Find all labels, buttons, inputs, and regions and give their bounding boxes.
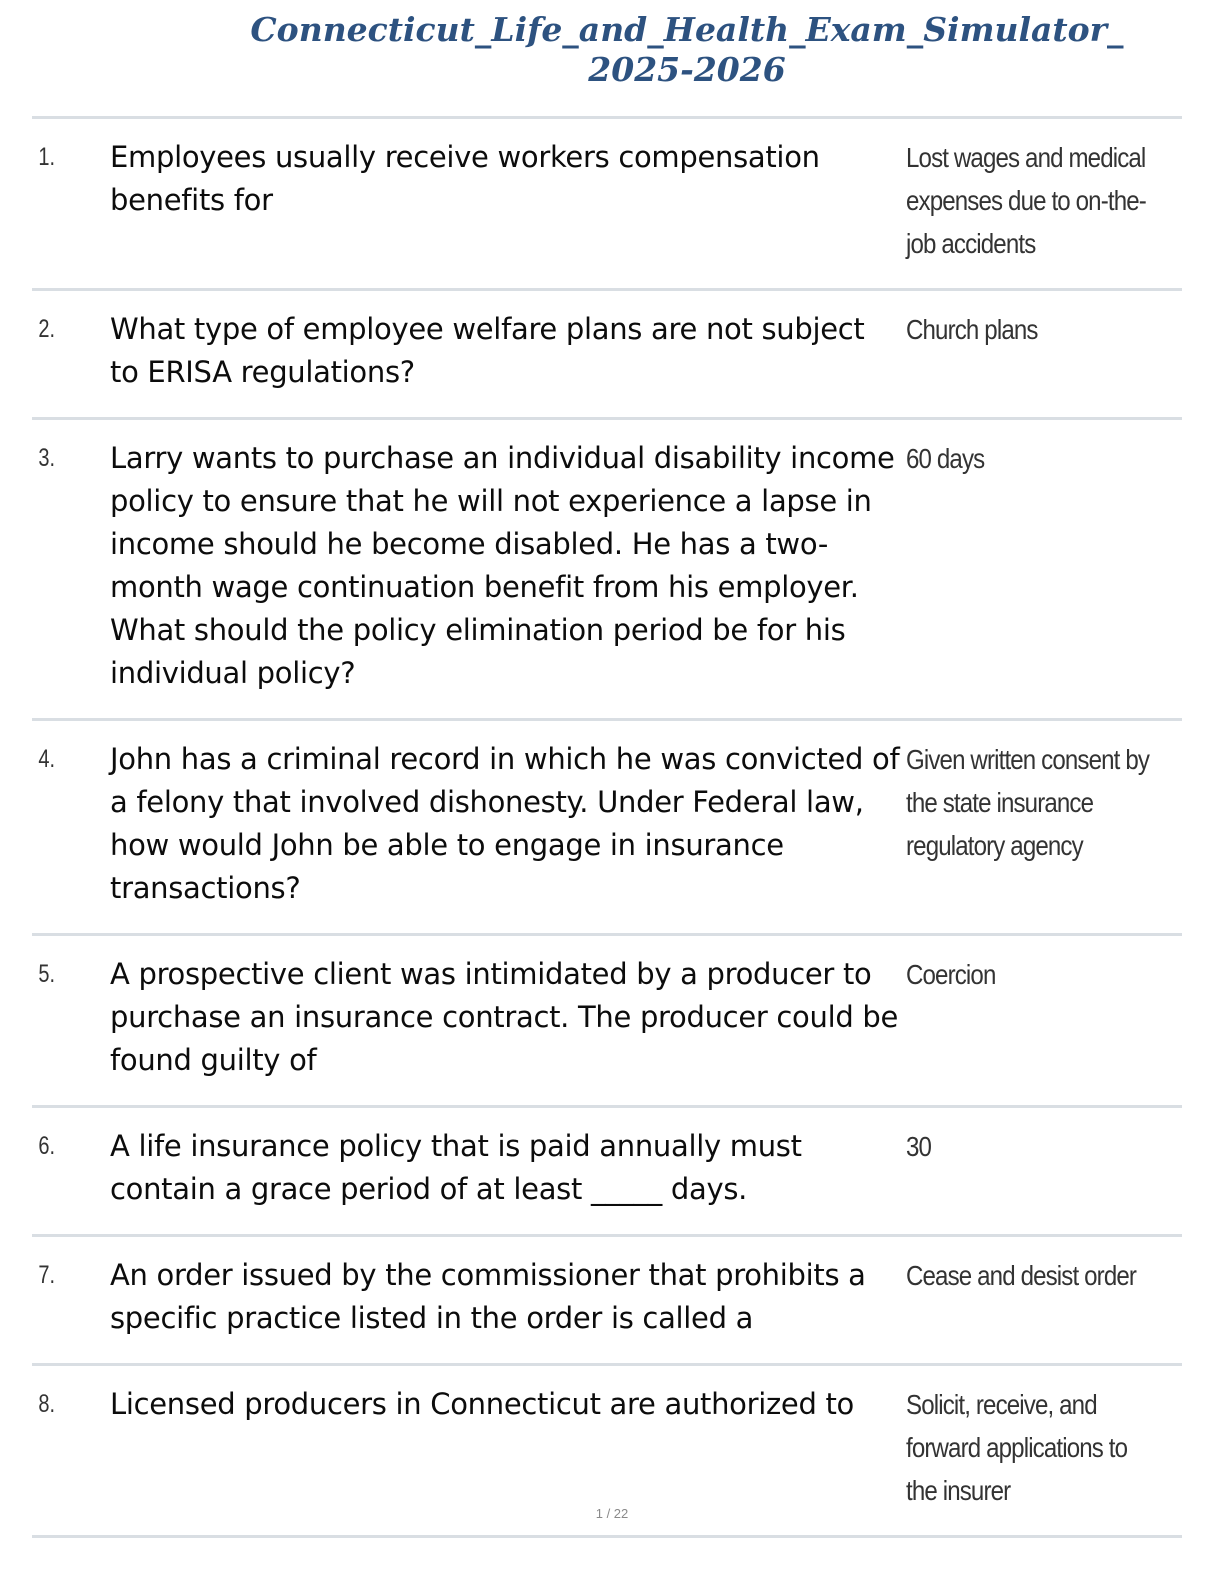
question-text: Licensed producers in Connecticut are authorized to — [110, 1387, 854, 1421]
question-answer-table — [32, 116, 1182, 1538]
qa-row — [32, 936, 1182, 1108]
question-number: 4. — [38, 745, 56, 773]
question-number: 7. — [38, 1261, 56, 1289]
qa-row — [32, 119, 1182, 291]
qa-row — [32, 721, 1182, 936]
answer-text: 30 — [906, 1131, 932, 1162]
question-number: 5. — [38, 960, 56, 988]
document-title — [0, 10, 1224, 90]
qa-row — [32, 420, 1182, 721]
answer-text: Solicit, receive, and forward applications to the insurer — [906, 1389, 1128, 1506]
question-number: 3. — [38, 444, 56, 472]
question-number: 2. — [38, 315, 56, 343]
answer-text: Coercion — [906, 959, 996, 990]
page-number: 1 / 22 — [595, 1506, 629, 1521]
document-title-line-2: 2025-2026 — [588, 50, 786, 89]
qa-row — [32, 1108, 1182, 1237]
answer-text: 60 days — [906, 443, 985, 474]
qa-row — [32, 291, 1182, 420]
question-number: 6. — [38, 1132, 56, 1160]
question-text: A prospective client was intimidated by a producer to purchase an insurance contract. The producer could be found guilty of — [110, 957, 899, 1077]
question-number: 1. — [38, 143, 56, 171]
answer-text: Lost wages and medical expenses due to on-the-job accidents — [906, 142, 1146, 259]
question-number: 8. — [38, 1390, 56, 1418]
document-title-line-1: Connecticut_Life_and_Health_Exam_Simulator_ — [250, 10, 1124, 49]
question-text: Larry wants to purchase an individual disability income policy to ensure that he will not experience a lapse in income should he become disabled. He has a two-month wage continuation benefit from his employer. What should the policy elimination period be for his individual policy? — [110, 441, 895, 690]
qa-row — [32, 1237, 1182, 1366]
question-text: John has a criminal record in which he was convicted of a felony that involved dishonesty. Under Federal law, how would John be able to engage in insurance transactions? — [110, 742, 900, 905]
answer-text: Given written consent by the state insurance regulatory agency — [906, 744, 1150, 861]
answer-text: Cease and desist order — [906, 1260, 1137, 1291]
question-text: What type of employee welfare plans are not subject to ERISA regulations? — [110, 312, 865, 389]
question-text: An order issued by the commissioner that prohibits a specific practice listed in the order is called a — [110, 1258, 866, 1335]
answer-text: Church plans — [906, 314, 1038, 345]
question-text: A life insurance policy that is paid annually must contain a grace period of at least _____ days. — [110, 1129, 802, 1206]
question-text: Employees usually receive workers compensation benefits for — [110, 140, 820, 217]
